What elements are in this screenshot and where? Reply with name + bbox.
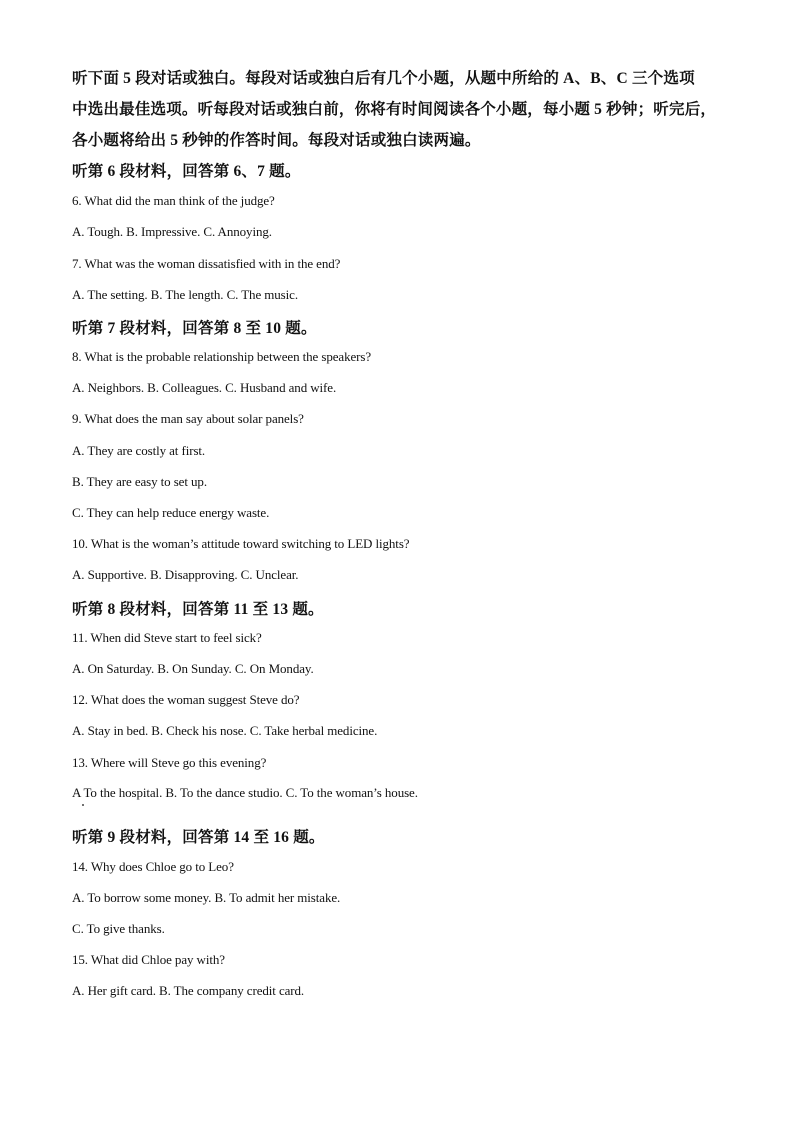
question-6: 6. What did the man think of the judge?: [72, 193, 275, 208]
option-9c: C. They can help reduce energy waste.: [72, 505, 270, 520]
option-9b: B. They are easy to set up.: [72, 474, 207, 489]
options-14ab: A. To borrow some money. B. To admit her mistake.: [72, 890, 341, 905]
option-14c: C. To give thanks.: [72, 921, 165, 936]
question-9: 9. What does the man say about solar panels?: [72, 411, 304, 426]
question-14: 14. Why does Chloe go to Leo?: [72, 859, 234, 874]
options-6: A. Tough. B. Impressive. C. Annoying.: [72, 224, 272, 239]
question-15: 15. What did Chloe pay with?: [72, 952, 225, 967]
section-heading-8: 听第 8 段材料，回答第 11 至 13 题。: [72, 601, 324, 618]
question-8: 8. What is the probable relationship between the speakers?: [72, 349, 371, 364]
options-8: A. Neighbors. B. Colleagues. C. Husband and wife.: [72, 380, 337, 395]
option-9a: A. They are costly at first.: [72, 443, 206, 458]
question-7: 7. What was the woman dissatisfied with in the end?: [72, 256, 341, 271]
question-12: 12. What does the woman suggest Steve do?: [72, 692, 300, 707]
intro-line-3: 各小题将给出 5 秒钟的作答时间。每段对话或独白读两遍。: [72, 132, 481, 149]
question-11: 11. When did Steve start to feel sick?: [72, 630, 262, 645]
options-10: A. Supportive. B. Disapproving. C. Unclear.: [72, 567, 299, 582]
options-12: A. Stay in bed. B. Check his nose. C. Take herbal medicine.: [72, 723, 378, 738]
section-heading-7: 听第 7 段材料，回答第 8 至 10 题。: [72, 320, 317, 337]
section-heading-6: 听第 6 段材料，回答第 6、7 题。: [72, 163, 301, 180]
intro-line-1: 听下面 5 段对话或独白。每段对话或独白后有几个小题，从题中所给的 A、B、C 三个选项: [72, 70, 695, 87]
section-heading-9: 听第 9 段材料，回答第 14 至 16 题。: [72, 829, 325, 846]
options-7: A. The setting. B. The length. C. The music.: [72, 287, 298, 302]
options-15: A. Her gift card. B. The company credit card.: [72, 983, 305, 998]
intro-line-2: 中选出最佳选项。听每段对话或独白前，你将有时间阅读各个小题，每小题 5 秒钟；听完后，: [72, 101, 717, 118]
question-10: 10. What is the woman’s attitude toward switching to LED lights?: [72, 536, 410, 551]
options-13: A To the hospital. B. To the dance studio. C. To the woman’s house.: [72, 785, 418, 800]
options-11: A. On Saturday. B. On Sunday. C. On Monday.: [72, 661, 314, 676]
question-13: 13. Where will Steve go this evening?: [72, 755, 267, 770]
stray-dot: [82, 804, 84, 806]
